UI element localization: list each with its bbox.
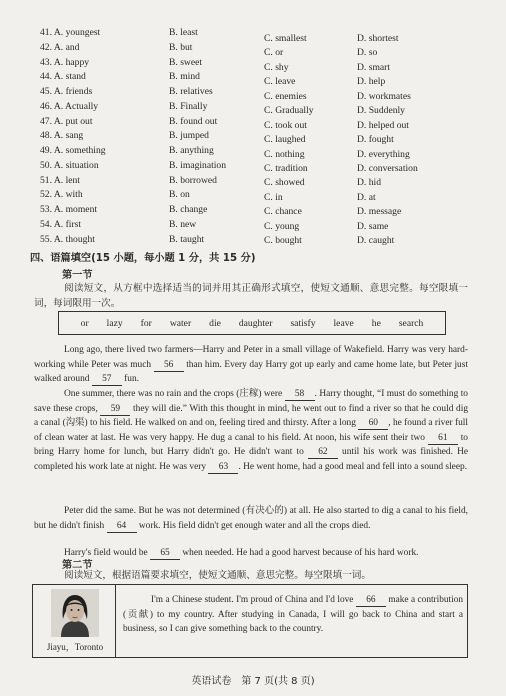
paragraph-3 <box>34 504 468 533</box>
p2-text: , he found a river full of clean water at last. He was very happy. He dug a canal to his field. At noon, his wife sent their two <box>34 418 468 443</box>
options-col-b <box>169 26 259 247</box>
profile-text: I'm a Chinese student. I'm proud of China and I'd love <box>151 595 356 605</box>
option-a-50: 50. A. situation <box>40 159 99 171</box>
option-d-55: D. caught <box>357 235 395 247</box>
option-a-47: 47. A. put out <box>40 115 93 127</box>
word-box-item: for <box>140 317 152 329</box>
option-d-46: D. Suddenly <box>357 105 405 117</box>
blank-62[interactable]: 62 <box>308 447 338 459</box>
p2-text: One summer, there was no rain and the crops (庄稼) were <box>64 389 285 399</box>
option-c-46: C. Gradually <box>264 105 314 117</box>
option-a-42: 42. A. and <box>40 41 80 53</box>
option-d-49: D. everything <box>357 148 410 160</box>
options-col-a <box>40 26 165 247</box>
option-b-54: B. new <box>169 218 197 230</box>
options-col-c <box>264 32 314 249</box>
option-a-48: 48. A. sang <box>40 130 84 142</box>
option-b-52: B. on <box>169 189 190 201</box>
blank-61[interactable]: 61 <box>428 433 458 445</box>
blank-57[interactable]: 57 <box>92 374 122 386</box>
option-c-41: C. smallest <box>264 33 307 44</box>
word-box-item: water <box>169 317 192 329</box>
part2-title: 第二节 <box>62 560 93 571</box>
option-b-45: B. relatives <box>169 86 213 97</box>
option-d-44: D. help <box>357 76 386 88</box>
option-b-42: B. but <box>169 41 193 53</box>
option-b-43: B. sweet <box>169 56 203 68</box>
p2-text: to bring Harry home for lunch, but Harry didn't go. He didn't want to <box>34 432 468 458</box>
blank-64[interactable]: 64 <box>107 521 137 533</box>
option-d-41: D. shortest <box>357 33 399 44</box>
blank-56[interactable]: 56 <box>154 360 184 372</box>
option-b-55: B. taught <box>169 233 205 245</box>
word-box-item: lazy <box>106 317 123 329</box>
profile-card <box>32 584 468 658</box>
blank-58[interactable]: 58 <box>285 389 315 401</box>
p2-text: . Harry thought, “I must do something to save these crops, <box>34 389 468 414</box>
profile-name: Jiayu，Toronto <box>46 642 104 652</box>
option-a-46: 46. A. Actually <box>40 100 99 112</box>
option-b-53: B. change <box>169 204 208 215</box>
option-b-51: B. borrowed <box>169 174 217 186</box>
option-d-43: D. smart <box>357 61 391 73</box>
option-c-43: C. shy <box>264 61 289 73</box>
option-d-51: D. hid <box>357 177 381 189</box>
option-d-45: D. workmates <box>357 90 411 102</box>
option-b-48: B. jumped <box>169 130 209 142</box>
p1-text: fun. <box>121 374 139 385</box>
word-box-item: he <box>371 317 381 329</box>
option-a-45: 45. A. friends <box>40 86 93 97</box>
student-avatar-icon <box>51 589 99 637</box>
option-a-49: 49. A. something <box>40 145 106 156</box>
option-c-48: C. laughed <box>264 134 306 146</box>
option-d-53: D. message <box>357 206 402 218</box>
option-d-42: D. so <box>357 47 378 59</box>
blank-65[interactable]: 65 <box>150 548 180 560</box>
option-d-50: D. conversation <box>357 162 418 174</box>
page-footer: 英语试卷 第 7 页(共 8 页) <box>191 676 315 687</box>
paragraph-4 <box>34 546 468 561</box>
word-box-item: daughter <box>238 317 273 329</box>
p3-text: work. His field didn't get enough water and all the crops died. <box>136 520 371 531</box>
option-c-45: C. enemies <box>264 90 307 102</box>
part1-instruction: 阅读短文，从方框中选择适当的词并用其正确形式填空，使短文通顺、意思完整。每空限填一词，每词限用一次。 <box>34 283 468 309</box>
blank-63[interactable]: 63 <box>208 462 238 474</box>
p4-text: Harry's field would be <box>64 548 151 558</box>
option-a-54: 54. A. first <box>40 218 82 230</box>
option-d-47: D. helped out <box>357 119 409 131</box>
option-c-44: C. leave <box>264 76 296 88</box>
p2-text: until his work was finished. He completed his work late at night. He was very <box>34 447 468 472</box>
option-c-55: C. bought <box>264 235 302 247</box>
option-c-51: C. showed <box>264 177 305 189</box>
option-a-51: 51. A. lent <box>40 174 80 186</box>
option-b-44: B. mind <box>169 71 200 83</box>
option-a-44: 44. A. stand <box>40 71 86 83</box>
option-c-50: C. tradition <box>264 162 308 174</box>
paragraph-1 <box>34 343 468 387</box>
option-a-55: 55. A. thought <box>40 233 95 245</box>
word-box <box>58 311 446 335</box>
blank-66[interactable]: 66 <box>356 595 386 607</box>
paragraph-2 <box>34 387 468 475</box>
blank-59[interactable]: 59 <box>100 404 130 416</box>
option-a-53: 53. A. moment <box>40 204 98 215</box>
word-box-item: satisfy <box>290 317 316 329</box>
option-c-52: C. in <box>264 191 283 203</box>
p4-text: when needed. He had a good harvest because of his hard work. <box>180 548 419 558</box>
option-b-50: B. imagination <box>169 159 227 171</box>
option-c-47: C. took out <box>264 119 307 131</box>
part2-instruction: 阅读短文，根据语篇要求填空，使短文通顺、意思完整。每空限填一词。 <box>64 570 371 581</box>
blank-60[interactable]: 60 <box>358 418 388 430</box>
option-d-52: D. at <box>357 191 376 203</box>
p1-text: Long ago, there lived two farmers—Harry and Peter in a small village of Wakefield. Harry was very hard-working while Peter was much <box>34 345 468 370</box>
p3-text: Peter did the same. But he was not determined (有决心的) at all. He also started to dig a canal to his field, but he didn't finish <box>34 506 468 531</box>
option-c-42: C. or <box>264 47 284 59</box>
option-c-54: C. young <box>264 220 300 232</box>
options-col-d <box>357 32 418 249</box>
word-box-item: search <box>398 317 424 329</box>
option-b-46: B. Finally <box>169 100 208 112</box>
section-heading: 四、语篇填空(15 小题，每小题 1 分，共 15 分) <box>30 253 256 264</box>
word-box-item: or <box>80 317 89 329</box>
p2-text: they will die.” With this thought in mind, he went out to find a river so that he could dig a canal (沟渠) to his field. He walked on and on, feeling tired and thirsty. After a long <box>34 403 469 429</box>
part1-title: 第一节 <box>62 270 93 281</box>
option-a-52: 52. A. with <box>40 189 83 201</box>
option-c-49: C. nothing <box>264 148 305 160</box>
option-a-43: 43. A. happy <box>40 56 90 68</box>
option-d-48: D. fought <box>357 134 394 146</box>
p2-text: . He went home, had a good meal and fell into a sound sleep. <box>238 461 468 472</box>
option-b-41: B. least <box>169 27 198 38</box>
option-b-47: B. found out <box>169 115 218 127</box>
word-box-item: leave <box>333 317 354 329</box>
profile-text: make a contribution (贡献) to my country. After studying in Canada, I will go back to China and start a business, so I can give something back to the country. <box>123 595 463 634</box>
option-c-53: C. chance <box>264 206 302 218</box>
option-d-54: D. same <box>357 220 389 232</box>
profile-text <box>123 593 463 637</box>
word-box-item: die <box>209 317 221 329</box>
option-a-41: 41. A. youngest <box>40 27 101 38</box>
option-b-49: B. anything <box>169 145 214 156</box>
profile-divider <box>115 585 116 657</box>
p1-text: than him. Every day Harry got up early and came home late, but Peter just walked around <box>34 359 468 385</box>
